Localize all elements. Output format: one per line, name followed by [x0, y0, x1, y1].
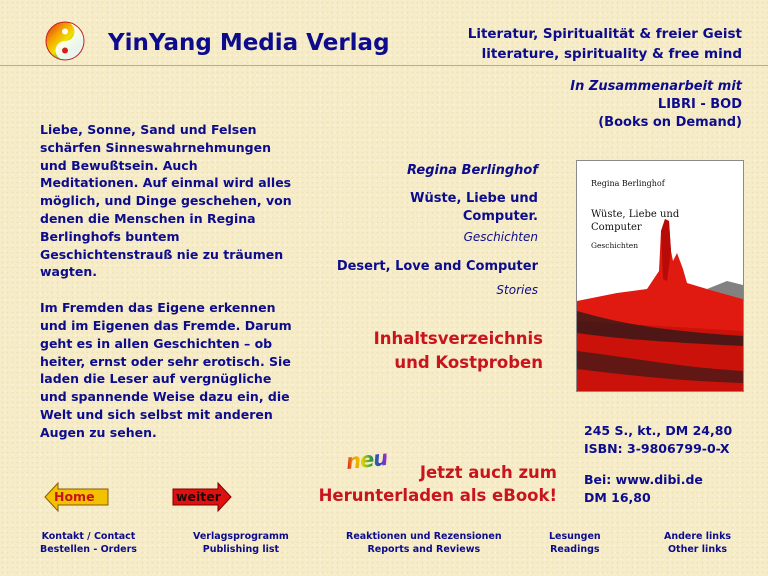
tagline-en: literature, spirituality & free mind	[481, 46, 742, 62]
footer-link-readings[interactable]	[549, 530, 601, 556]
footer-link-contact-line1[interactable]: Kontakt / Contact	[41, 531, 136, 542]
tagline-de: Literatur, Spiritualität & freier Geist	[467, 26, 742, 42]
ebook-source-info	[584, 471, 703, 507]
cover-title-line1: Wüste, Liebe und	[591, 209, 680, 220]
footer-link-other[interactable]	[664, 530, 731, 556]
book-author: Regina Berlinghof	[407, 163, 538, 178]
book-title-de-line1: Wüste, Liebe und	[410, 191, 538, 206]
description-paragraph-1: Liebe, Sonne, Sand und Felsen schärfen Sinneswahrnehmungen und Bewußtsein. Auch Meditationen. Auf einmal wird alles möglich, und Dinge geschehen, von denen die Menschen in Regina Berlinghofs buntem Geschichtenstrauß nie zu träumen wagten.	[40, 122, 292, 280]
footer-link-contact-line2[interactable]: Bestellen - Orders	[40, 544, 137, 555]
footer-link-other-line1[interactable]: Andere links	[664, 531, 732, 542]
yin-yang-logo-icon	[44, 20, 86, 62]
cover-subtitle: Geschichten	[591, 241, 639, 250]
book-cover-image[interactable]	[576, 160, 744, 392]
footer-link-reviews-line2[interactable]: Reports and Reviews	[367, 544, 481, 555]
ebook-source-link[interactable]: Bei: www.dibi.de	[584, 472, 703, 487]
footer-link-reviews-line1[interactable]: Reaktionen und Rezensionen	[346, 531, 502, 542]
footer-link-contact[interactable]	[40, 530, 137, 556]
toc-link-line2[interactable]: und Kostproben	[394, 353, 543, 372]
ebook-link-line2[interactable]: Herunterladen als eBook!	[318, 486, 557, 505]
description-paragraph-2: Im Fremden das Eigene erkennen und im Eigenen das Fremde. Darum geht es in allen Geschichten – ob heiter, ernst oder sehr erotisch. Sie laden die Leser auf vergnügliche und spannende Weise dazu ein, die Welt und sich selbst mit anderen Augen zu sehen.	[40, 300, 292, 440]
price-info	[584, 422, 732, 458]
home-button[interactable]	[44, 481, 110, 513]
cover-title	[591, 208, 679, 234]
cover-author: Regina Berlinghof	[591, 179, 665, 188]
book-description	[40, 121, 292, 460]
price-line: 245 S., kt., DM 24,80	[584, 423, 733, 438]
ebook-download-link[interactable]	[319, 461, 557, 507]
toc-link-line1[interactable]: Inhaltsverzeichnis	[373, 329, 543, 348]
home-button-label[interactable]: Home	[54, 489, 95, 504]
cooperation-partner[interactable]: LIBRI - BOD	[657, 97, 742, 112]
ebook-link-line1[interactable]: Jetzt auch zum	[419, 463, 557, 482]
next-button-label[interactable]: weiter	[176, 489, 221, 504]
tagline	[468, 24, 742, 64]
ebook-price: DM 16,80	[584, 490, 651, 505]
header-divider	[0, 65, 768, 66]
cover-title-line2: Computer	[591, 222, 642, 233]
footer-link-readings-line2[interactable]: Readings	[550, 544, 600, 555]
footer-link-program-line1[interactable]: Verlagsprogramm	[193, 531, 289, 542]
new-badge-text: neu	[344, 445, 389, 475]
cooperation-partner-note: (Books on Demand)	[598, 115, 742, 130]
publisher-title: YinYang Media Verlag	[108, 30, 390, 56]
isbn-line: ISBN: 3-9806799-0-X	[584, 441, 730, 456]
book-title-en: Desert, Love and Computer	[336, 259, 538, 274]
book-subtitle-en: Stories	[496, 283, 538, 297]
table-of-contents-link[interactable]	[374, 327, 543, 375]
footer-link-program[interactable]	[193, 530, 289, 556]
footer-link-other-line2[interactable]: Other links	[667, 544, 728, 555]
cooperation-intro: In Zusammenarbeit mit	[570, 79, 742, 94]
footer-link-program-line2[interactable]: Publishing list	[202, 544, 280, 555]
book-subtitle-de: Geschichten	[463, 230, 538, 244]
footer-link-reviews[interactable]	[346, 530, 502, 556]
book-title-de-line2: Computer.	[462, 209, 538, 224]
cooperation-note	[570, 78, 742, 132]
next-button[interactable]	[172, 481, 232, 513]
book-info	[337, 163, 538, 297]
footer-link-readings-line1[interactable]: Lesungen	[549, 531, 601, 542]
